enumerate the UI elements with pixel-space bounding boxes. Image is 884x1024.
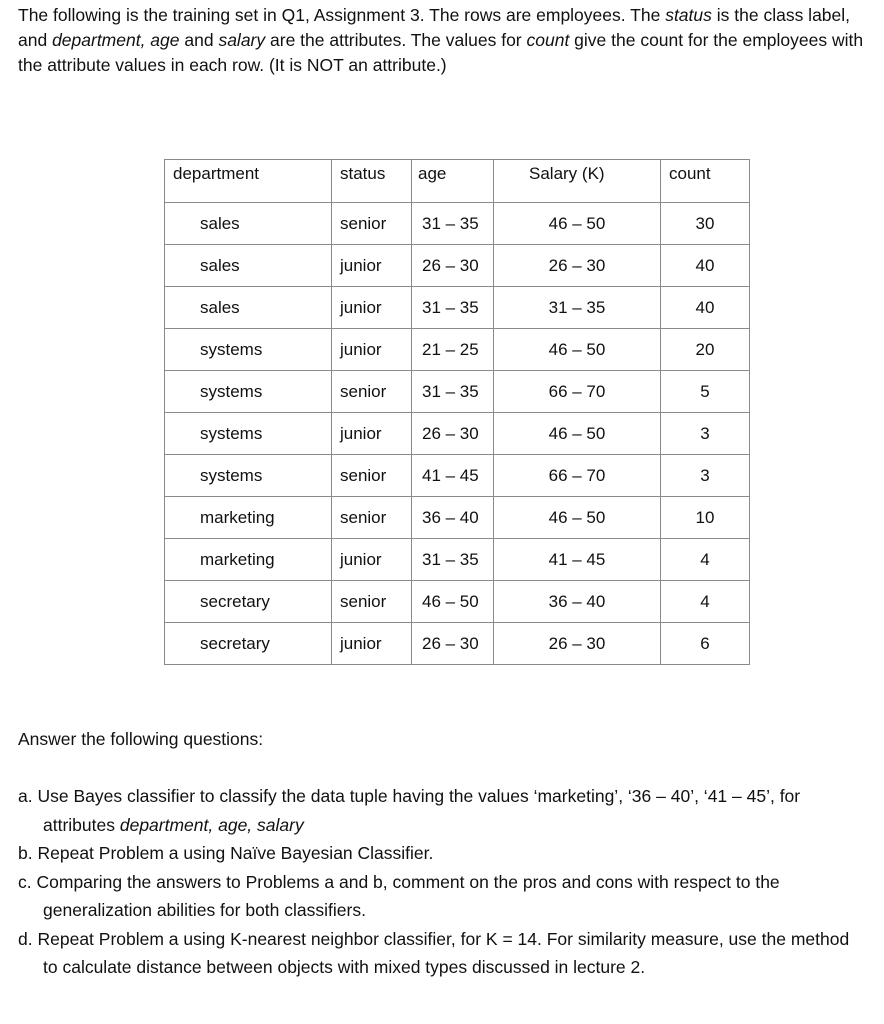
table-cell: 46 – 50 (494, 497, 661, 539)
table-cell: 31 – 35 (494, 287, 661, 329)
table-cell: 46 – 50 (494, 203, 661, 245)
question-c (18, 868, 858, 925)
table-row (165, 413, 750, 455)
column-header: age (412, 160, 494, 203)
table-cell: junior (332, 329, 412, 371)
table-cell: 21 – 25 (412, 329, 494, 371)
table-cell: systems (165, 329, 332, 371)
table-row (165, 623, 750, 665)
table-cell: 26 – 30 (412, 623, 494, 665)
table-cell: 46 – 50 (494, 329, 661, 371)
table-cell: 36 – 40 (412, 497, 494, 539)
question-d (18, 925, 858, 982)
table-cell: sales (165, 203, 332, 245)
question-text: Use Bayes classifier to classify the data tuple having the values ‘marketing’, ‘36 – 40’, ‘41 – 45’, for attributes (37, 786, 801, 835)
table-cell: 26 – 30 (412, 413, 494, 455)
table-cell: 31 – 35 (412, 287, 494, 329)
table-row (165, 203, 750, 245)
question-text: Comparing the answers to Problems a and b, comment on the pros and cons with respect to the generalization abilities for both classifiers. (36, 871, 780, 920)
question-label: c. (18, 871, 32, 892)
table-cell: junior (332, 539, 412, 581)
table-header-row (165, 160, 750, 203)
table-cell: systems (165, 455, 332, 497)
column-header: department (165, 160, 332, 203)
table-cell: 5 (661, 371, 750, 413)
table-cell: 20 (661, 329, 750, 371)
table-cell: senior (332, 203, 412, 245)
table-cell: 4 (661, 539, 750, 581)
intro-status-term: status (665, 5, 712, 25)
training-set-table (164, 159, 750, 665)
intro-paragraph (18, 3, 868, 78)
table-cell: 31 – 35 (412, 371, 494, 413)
table-row (165, 581, 750, 623)
table-cell: 26 – 30 (494, 623, 661, 665)
table-cell: 40 (661, 287, 750, 329)
table-cell: senior (332, 581, 412, 623)
question-label: b. (18, 843, 33, 863)
table-cell: 46 – 50 (494, 413, 661, 455)
table-cell: 10 (661, 497, 750, 539)
intro-attrs-term: department, age (52, 30, 180, 50)
answer-heading: Answer the following questions: (18, 729, 264, 749)
table-cell: 3 (661, 455, 750, 497)
table-cell: 30 (661, 203, 750, 245)
table-row (165, 371, 750, 413)
table-cell: 41 – 45 (494, 539, 661, 581)
table-cell: systems (165, 371, 332, 413)
table-cell: sales (165, 245, 332, 287)
question-label: a. (18, 786, 33, 806)
question-b (18, 839, 858, 868)
table-row (165, 539, 750, 581)
table-cell: 31 – 35 (412, 203, 494, 245)
table-row (165, 329, 750, 371)
table-row (165, 287, 750, 329)
table-cell: junior (332, 413, 412, 455)
table-cell: 26 – 30 (494, 245, 661, 287)
table-cell: senior (332, 497, 412, 539)
question-text: Repeat Problem a using Naïve Bayesian Classifier. (37, 843, 434, 863)
intro-text: are the attributes. The values for (265, 30, 527, 50)
table-row (165, 497, 750, 539)
table-cell: marketing (165, 497, 332, 539)
table-cell: junior (332, 287, 412, 329)
table-row (165, 245, 750, 287)
question-italic: department, age, salary (119, 814, 304, 835)
table-cell: systems (165, 413, 332, 455)
table-cell: junior (332, 245, 412, 287)
table-cell: 46 – 50 (412, 581, 494, 623)
intro-text: is the class label, and (18, 5, 851, 50)
table-cell: 36 – 40 (494, 581, 661, 623)
question-text: Repeat Problem a using K-nearest neighbor classifier, for K = 14. For similarity measure, use the method to calculate distance between objects with mixed types discussed in lecture 2. (37, 928, 850, 977)
table-cell: 3 (661, 413, 750, 455)
column-header: status (332, 160, 412, 203)
table-cell: 6 (661, 623, 750, 665)
table-cell: 31 – 35 (412, 539, 494, 581)
table-cell: marketing (165, 539, 332, 581)
column-header: Salary (K) (494, 160, 661, 203)
table-cell: 26 – 30 (412, 245, 494, 287)
question-label: d. (18, 928, 33, 949)
intro-salary-term: salary (218, 30, 266, 50)
table-cell: secretary (165, 623, 332, 665)
intro-count-term: count (526, 30, 570, 50)
column-header: count (661, 160, 750, 203)
table-cell: sales (165, 287, 332, 329)
table-cell: 41 – 45 (412, 455, 494, 497)
table-cell: 66 – 70 (494, 455, 661, 497)
question-a (18, 782, 858, 839)
question-list (18, 782, 858, 982)
table-cell: 40 (661, 245, 750, 287)
table-cell: 66 – 70 (494, 371, 661, 413)
table-cell: 4 (661, 581, 750, 623)
intro-text: and (179, 30, 219, 50)
table-cell: junior (332, 623, 412, 665)
intro-text: give the count for the employees with the attribute values in each row. (It is NOT an attribute.) (18, 30, 864, 75)
table-row (165, 455, 750, 497)
table-cell: secretary (165, 581, 332, 623)
intro-text: The following is the training set in Q1, Assignment 3. The rows are employees. The (18, 5, 666, 25)
table-cell: senior (332, 371, 412, 413)
table-cell: senior (332, 455, 412, 497)
